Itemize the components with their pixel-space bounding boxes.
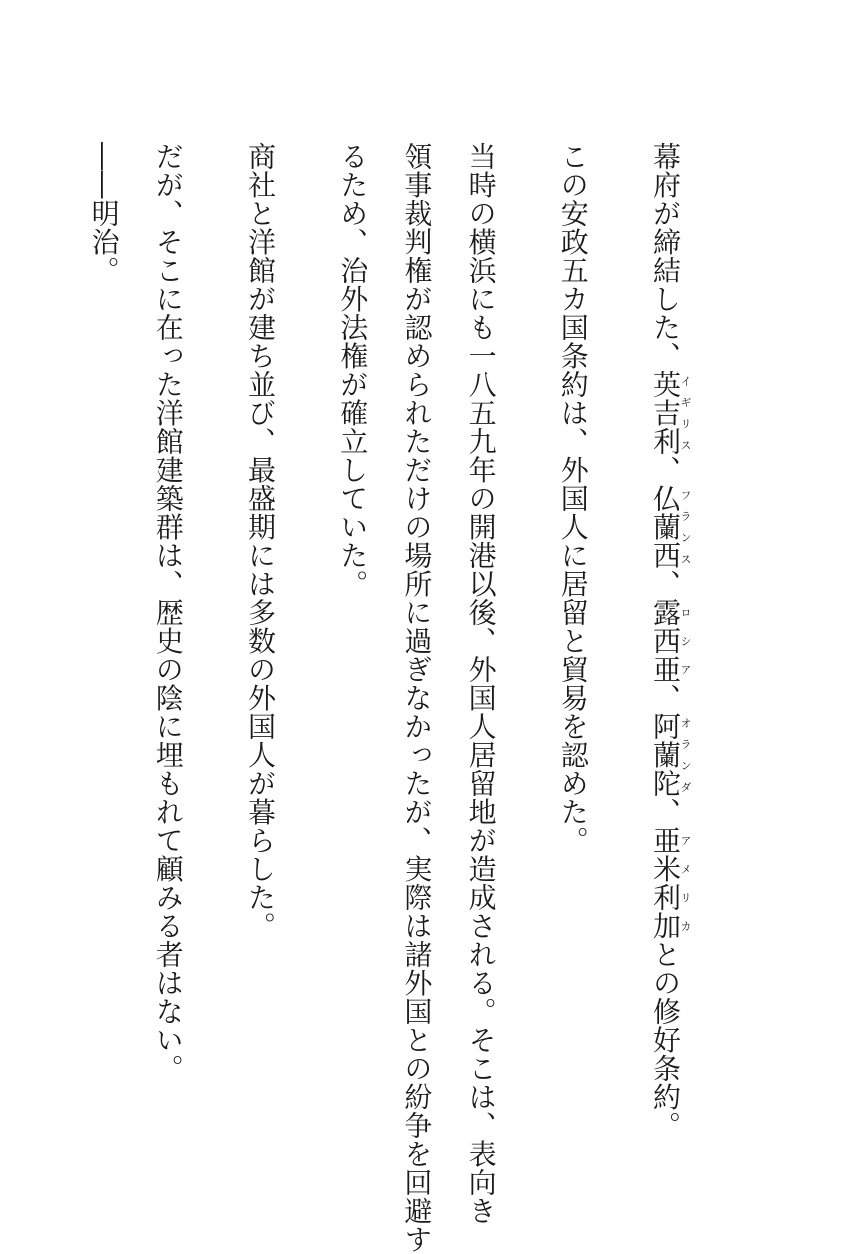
text-segment: 、 bbox=[649, 569, 682, 598]
ruby-annotated-word bbox=[649, 370, 692, 456]
ruby-reading: ロシア bbox=[679, 598, 692, 684]
ruby-reading: オランダ bbox=[679, 712, 692, 798]
text-line bbox=[541, 142, 633, 1102]
ruby-base: 仏蘭西 bbox=[649, 484, 682, 570]
text-segment: との修好条約。 bbox=[649, 940, 682, 1140]
text-segment: 、 bbox=[649, 683, 682, 712]
ruby-annotated-word bbox=[649, 598, 692, 684]
ruby-base: 英吉利 bbox=[649, 370, 682, 456]
text-segment: 幕府が締結した、 bbox=[649, 142, 682, 370]
text-segment: 、 bbox=[649, 797, 682, 826]
text-segment: るため、治外法権が確立していた。 bbox=[336, 142, 370, 598]
text-segment: 当時の横浜にも一八五九年の開港以後、外国人居留地が造成される。そこは、表向き bbox=[464, 142, 498, 1225]
text-line bbox=[71, 142, 135, 1102]
text-line bbox=[448, 142, 540, 1225]
ruby-base: 露西亜 bbox=[649, 598, 682, 684]
vertical-text-block bbox=[0, 142, 725, 1254]
text-segment: だが、そこに在った洋館建築群は、歴史の陰に埋もれて顧みる者はない。 bbox=[151, 142, 185, 1083]
ruby-base: 亜米利加 bbox=[649, 826, 682, 940]
ruby-base: 阿蘭陀 bbox=[649, 712, 682, 798]
text-segment: ――明治。 bbox=[87, 142, 121, 285]
text-line bbox=[633, 142, 725, 1140]
text-line bbox=[0, 142, 7, 1102]
text-line bbox=[228, 142, 320, 1102]
text-segment: この安政五カ国条約は、外国人に居留と貿易を認めた。 bbox=[556, 142, 590, 855]
text-line bbox=[384, 142, 448, 1254]
blank-line bbox=[7, 142, 71, 1102]
text-segment: 領事裁判権が認められただけの場所に過ぎなかったが、実際は諸外国との紛争を回避す bbox=[400, 142, 434, 1254]
text-segment: 、 bbox=[649, 455, 682, 484]
ruby-reading: イギリス bbox=[679, 370, 692, 456]
ruby-reading: アメリカ bbox=[679, 826, 692, 940]
ruby-reading: フランス bbox=[679, 484, 692, 570]
ruby-annotated-word bbox=[649, 484, 692, 570]
text-line bbox=[136, 142, 228, 1102]
ruby-annotated-word bbox=[649, 826, 692, 940]
text-segment: 商社と洋館が建ち並び、最盛期には多数の外国人が暮らした。 bbox=[243, 142, 277, 940]
text-line bbox=[320, 142, 384, 1102]
ruby-annotated-word bbox=[649, 712, 692, 798]
